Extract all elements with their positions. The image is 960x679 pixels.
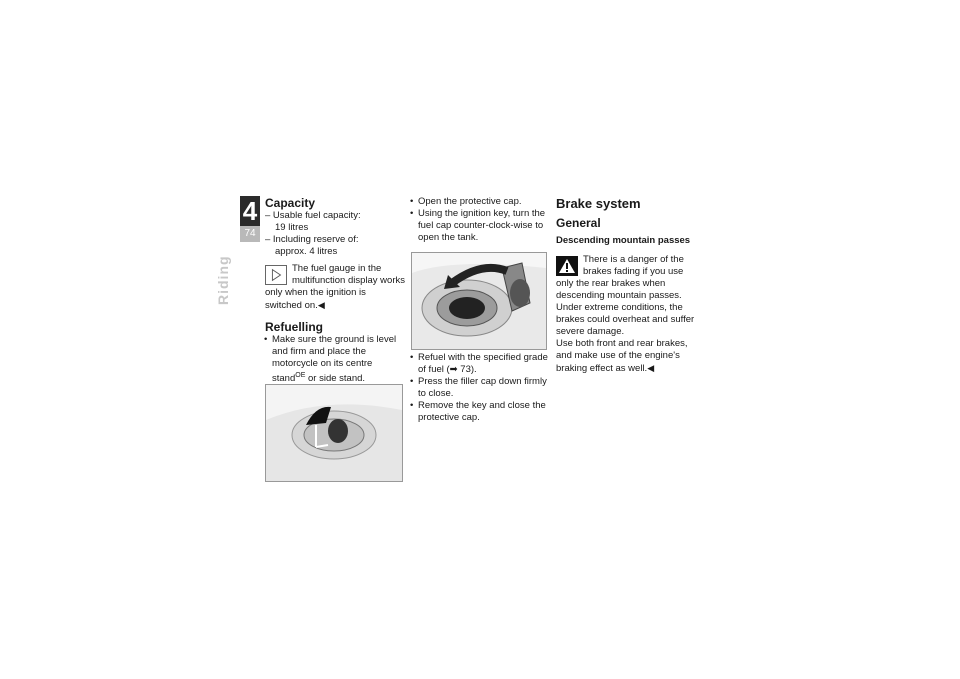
capacity-section xyxy=(265,196,405,385)
refuelling-steps-bottom xyxy=(411,352,551,424)
capacity-item-2: – Including reserve of: approx. 4 litres xyxy=(265,234,359,257)
note-icon xyxy=(265,265,287,285)
fuel-gauge-note: The fuel gauge in the multifunction display works only when the ignition is switched on.◀ xyxy=(265,263,405,311)
brake-system-section xyxy=(556,196,696,375)
list-item: • Make sure the ground is level and firm and place the motorcycle on its centre stand$^{OE}$ or side stand. xyxy=(265,334,405,385)
capacity-item-1: – Usable fuel capacity: 19 litres xyxy=(265,210,361,233)
fuel-cap-open-figure xyxy=(411,252,547,350)
end-mark-icon: ◀ xyxy=(317,300,325,310)
mountain-passes-subheading: Descending mountain passes xyxy=(556,235,691,246)
refuelling-list-1 xyxy=(265,334,405,385)
end-mark-icon: ◀ xyxy=(647,363,655,373)
open-fuel-tank-illustration xyxy=(412,253,546,349)
list-item: • Remove the key and close the protective cap. xyxy=(411,400,551,424)
page-number: 74 xyxy=(240,226,260,242)
brake-system-heading: Brake system xyxy=(556,196,641,211)
fuel-cap-closed-figure xyxy=(265,384,403,482)
fuel-cap-illustration xyxy=(266,385,402,481)
list-item: • Open the protective cap. xyxy=(411,196,551,208)
chapter-side-label: Riding xyxy=(215,255,231,305)
refuelling-heading: Refuelling xyxy=(265,320,324,334)
refuelling-steps-top xyxy=(411,196,551,244)
warning-icon xyxy=(556,256,578,276)
general-subheading: General xyxy=(556,216,601,230)
list-item: • Refuel with the specified grade of fuel (➡ 73). xyxy=(411,352,551,376)
capacity-heading: Capacity xyxy=(265,196,316,210)
list-item: • Using the ignition key, turn the fuel cap counter-clock-wise to open the tank. xyxy=(411,208,551,244)
brake-warning: There is a danger of the brakes fading if you use only the rear brakes when descending mountain passes. Under extreme conditions, the brakes could overheat and suffer severe damage. Use both front and rear brakes, and make use of the engine's braking effect as well.◀ xyxy=(556,254,695,374)
chapter-number: 4 xyxy=(240,196,260,226)
list-item: • Press the filler cap down firmly to close. xyxy=(411,376,551,400)
